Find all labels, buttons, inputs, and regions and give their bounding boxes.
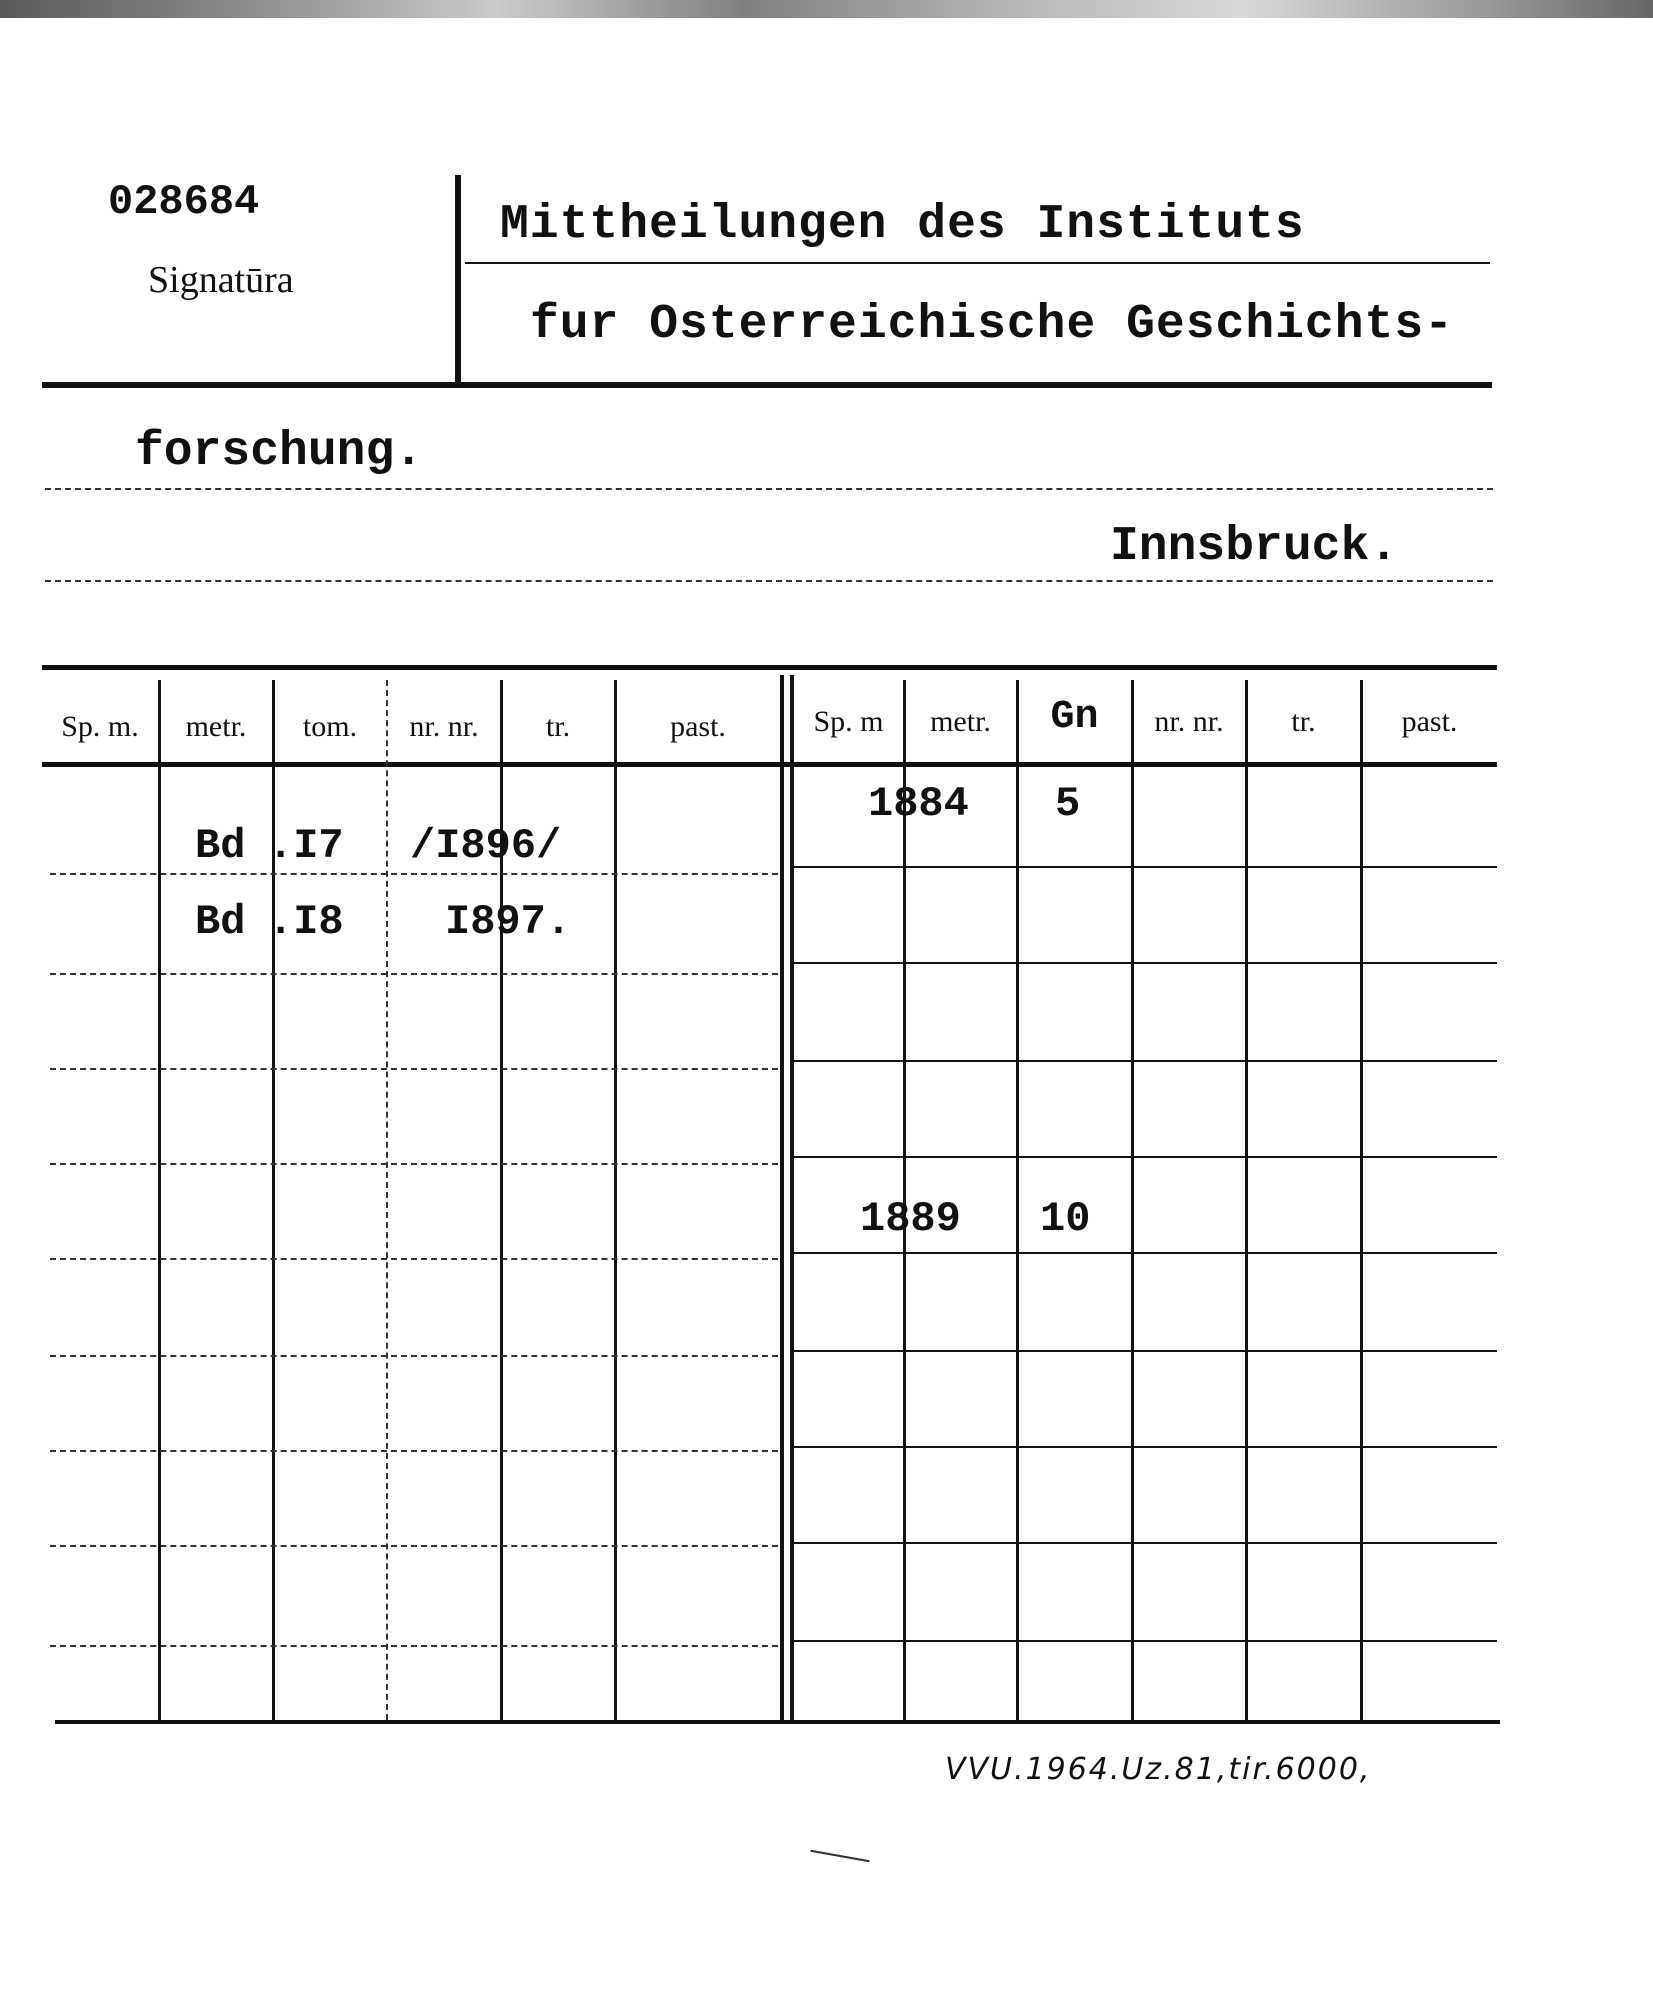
header-metr-left: metr. [185,710,247,743]
col-line-10 [1245,680,1248,1720]
header-bottom-rule [42,382,1492,388]
col-line-3 [386,680,388,1720]
table-bottom-rule [55,1720,1500,1724]
footer-handwritten-note: VVU.1964.Uz.81,tir.6000, [945,1752,1372,1787]
row-rule-r9 [794,1640,1497,1642]
row-rule-r7 [794,1446,1497,1448]
header-metr-right: metr. [930,705,991,738]
row-rule-l7 [50,1450,778,1452]
header-sp-m-right: Sp. m [813,705,884,738]
header-past-right: past. [1401,705,1458,738]
place-name: Innsbruck. [1110,520,1399,574]
row-rule-r3 [794,1060,1497,1062]
col-line-11 [1360,680,1363,1720]
header-tr-left: tr. [545,710,571,743]
title-rule-1 [465,262,1490,264]
left-row2-tom: .I8 [268,898,344,946]
left-row1-metr: Bd [195,822,246,870]
col-line-8 [1016,680,1019,1720]
right-row2-value: 10 [1040,1195,1091,1243]
header-tr-right: tr. [1291,705,1316,738]
header-past-left: past. [670,710,726,743]
title-line-1: Mittheilungen des Instituts [500,198,1305,252]
row-rule-r2 [794,962,1497,964]
col-line-9 [1131,680,1134,1720]
center-double-line-b [790,675,794,1720]
top-edge-smudge [0,0,1653,18]
left-row2-metr: Bd [195,898,246,946]
row-rule-l2 [50,973,778,975]
col-line-5 [614,680,617,1720]
dotted-rule-1 [45,488,1493,490]
card-number: 028684 [108,178,260,226]
header-tom-left: tom. [302,710,358,743]
header-nr-right: nr. nr. [1154,705,1224,738]
center-double-line-a [780,675,784,1720]
dotted-rule-2 [45,580,1493,582]
right-row1-year: 1884 [868,780,969,828]
row-rule-l4 [50,1163,778,1165]
header-tom-right-overstrike: Gn [1050,695,1099,740]
title-line-2: fur Osterreichische Geschichts- [530,298,1454,352]
row-rule-l8 [50,1545,778,1547]
row-rule-r8 [794,1542,1497,1544]
row-rule-l6 [50,1355,778,1357]
left-row2-nr: I897. [445,898,572,946]
row-rule-r1 [794,866,1497,868]
right-row1-value: 5 [1055,780,1081,828]
row-rule-l9 [50,1645,778,1647]
right-row2-year: 1889 [860,1195,961,1243]
left-row1-tom: .I7 [268,822,344,870]
left-row1-nr: /I896/ [410,822,562,870]
header-divider [455,175,461,385]
table-top-rule [42,665,1497,670]
title-line-3: forschung. [135,425,424,479]
col-line-1 [158,680,161,1720]
row-rule-l3 [50,1068,778,1070]
row-rule-r6 [794,1350,1497,1352]
header-nr-left: nr. nr. [409,710,479,743]
row-rule-l1 [50,873,778,875]
row-rule-r4 [794,1156,1497,1158]
stray-mark [810,1850,869,1862]
signature-label: Signatūra [148,259,294,301]
table-header-rule [42,762,1497,767]
header-sp-m-left: Sp. m. [61,710,139,743]
row-rule-l5 [50,1258,778,1260]
row-rule-r5 [794,1252,1497,1254]
